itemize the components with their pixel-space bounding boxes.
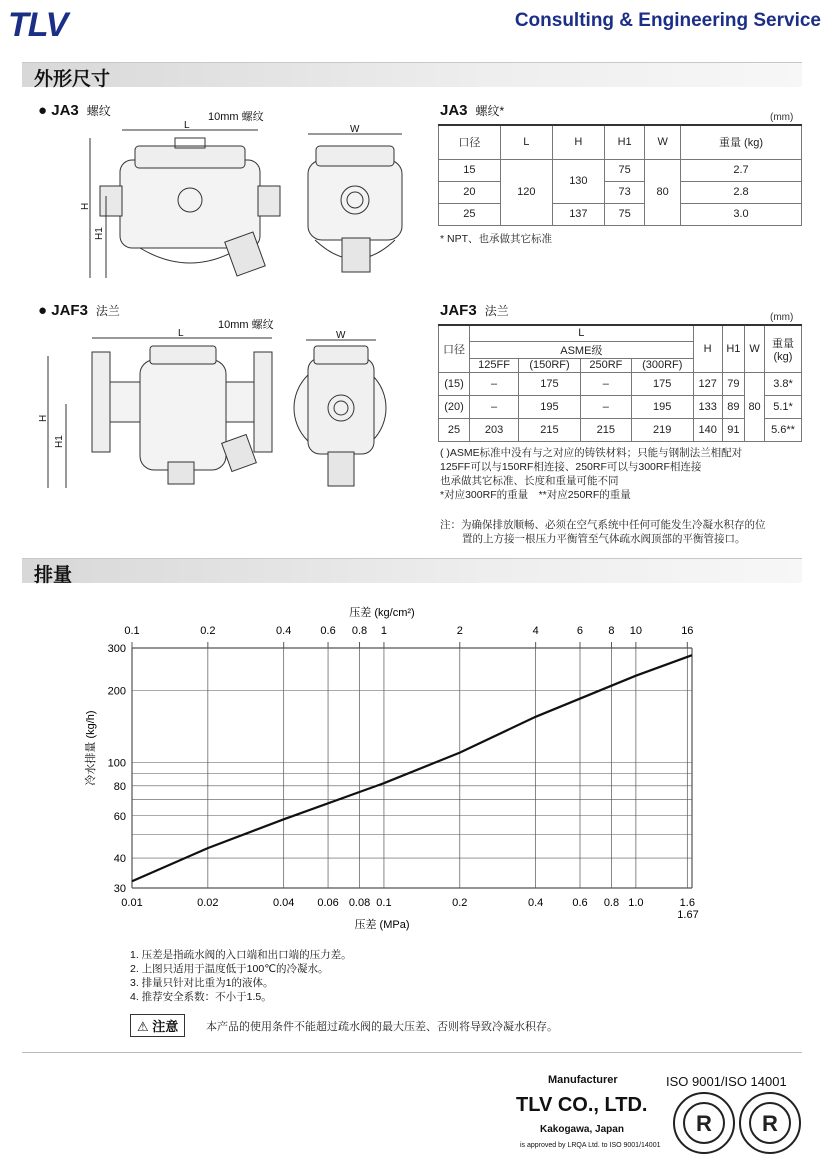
x-tick-label: 0.8 <box>603 897 620 909</box>
x2-tick-label: 6 <box>576 625 584 637</box>
jaf3-dim-H1: H1 <box>54 435 65 448</box>
warning-text: 本产品的使用条件不能超过疏水阀的最大压差、否则将导致冷凝水积存。 <box>206 1021 558 1033</box>
chart-x-label: 压差 (MPa) <box>354 919 410 931</box>
y-tick-label: 80 <box>113 780 126 793</box>
jaf3-model-label: ● JAF3 法兰 <box>38 302 120 319</box>
x-tick-label: 0.4 <box>527 897 544 909</box>
company-name: TLV CO., LTD. <box>516 1094 648 1116</box>
chart-x2-label: 压差 (kg/cm²) <box>349 607 415 619</box>
section-title-dimensions: 外形尺寸 <box>34 69 111 90</box>
x-tick-label: 0.1 <box>376 897 392 909</box>
ja3-unit: (mm) <box>770 112 794 123</box>
x2-tick-label: 8 <box>608 625 615 637</box>
y-tick-label: 30 <box>113 883 126 895</box>
jaf3-dim-H: H <box>38 414 49 422</box>
section-title-capacity: 排量 <box>34 565 73 586</box>
chart-notes: 1. 压差是指疏水阀的入口端和出口端的压力差。 2. 上图只适用于温度低于100℃的冷凝水。 3. 排量只针对比重为1的液体。 4. 推荐安全系数：不小于1.5。 <box>130 949 352 1003</box>
y-tick-label: 300 <box>107 643 126 655</box>
ja3-dim-H1: H1 <box>94 227 105 240</box>
footer-divider <box>22 1052 802 1053</box>
quality-seal-icon <box>674 1093 734 1153</box>
x-tick-label: 1.0 <box>628 897 644 909</box>
x2-tick-label: 4 <box>532 625 539 637</box>
ja3-model-label: ● JA3 螺纹 <box>38 102 111 119</box>
section-band-capacity <box>22 558 802 586</box>
approval-text: is approved by LRQA Ltd. to ISO 9001/14001 <box>520 1142 661 1149</box>
section-band-dimensions <box>22 62 802 90</box>
y-tick-label: 200 <box>107 685 126 698</box>
x-tick-label: 0.01 <box>121 897 143 909</box>
ja3-dim-W: W <box>350 124 360 135</box>
x2-tick-label: 0.6 <box>320 625 336 637</box>
manufacturer-label: Manufacturer <box>548 1074 618 1086</box>
ja3-note: * NPT、也承做其它标准 <box>440 233 553 245</box>
x-tick-label: 0.02 <box>197 897 219 909</box>
header-title: Consulting & Engineering Service <box>514 10 821 31</box>
jaf3-drawing <box>30 312 430 498</box>
jaf3-caution: 注：为确保排放顺畅、必须在空气系统中任何可能发生冷凝水积存的位 置的上方接一根压力平衡管至气体疏水阀顶部的平衡管接口。 <box>440 519 766 545</box>
warning-icon: ⚠ <box>137 1019 149 1034</box>
x2-tick-label: 16 <box>681 625 694 637</box>
warning-label-box: ⚠ 注意 <box>130 1014 185 1037</box>
ja3-spec-table: 口径 L H H1 W 重量 (kg) 15 120 130 75 80 2.7 20 73 2.8 25 137 75 3.0 <box>438 124 802 226</box>
x2-tick-label: 0.8 <box>351 625 368 637</box>
certification-seals <box>672 1090 802 1156</box>
y-tick-label: 40 <box>113 853 126 866</box>
svg-text:R: R <box>762 1111 778 1136</box>
ja3-table-title: JA3 螺纹* <box>440 102 505 119</box>
environment-seal-icon <box>740 1093 800 1153</box>
x-tick-label-extra: 1.67 <box>677 909 699 921</box>
x-tick-label: 0.04 <box>272 897 295 909</box>
y-tick-label: 60 <box>113 810 126 823</box>
chart-y-label: 冷水排量 (kg/h) <box>85 710 97 786</box>
ja3-thread-label: 10mm 螺纹 <box>208 111 264 123</box>
x2-tick-label: 10 <box>629 625 643 637</box>
ja3-drawing <box>80 108 430 288</box>
svg-text:R: R <box>696 1111 712 1136</box>
ja3-dim-H: H <box>80 202 91 210</box>
capacity-series-line <box>132 655 692 881</box>
jaf3-table-title: JAF3 法兰 <box>440 302 509 319</box>
x-tick-label: 1.6 <box>679 897 695 909</box>
y-tick-label: 100 <box>107 757 126 770</box>
x2-tick-label: 2 <box>456 625 463 637</box>
x-tick-label: 0.6 <box>572 897 588 909</box>
x-tick-label: 0.08 <box>348 897 371 909</box>
x2-tick-label: 0.2 <box>200 625 216 637</box>
jaf3-thread-label: 10mm 螺纹 <box>218 319 274 331</box>
iso-text: ISO 9001/ISO 14001 <box>666 1074 787 1089</box>
jaf3-unit: (mm) <box>770 312 794 323</box>
x2-tick-label: 0.1 <box>124 625 140 637</box>
jaf3-dim-L: L <box>178 328 184 339</box>
x2-tick-label: 0.4 <box>276 625 292 637</box>
jaf3-spec-table: 口径 L H H1 W 重量 (kg) ASME级 125FF (150RF) 250RF (300RF) (15) – 175 – 175 127 79 80 3.8* (20) – 195 – 195 133 89 5.1* 25 203 215 215 219 140 91 5.6** <box>438 324 802 442</box>
company-city: Kakogawa, Japan <box>540 1124 624 1135</box>
x-tick-label: 0.2 <box>452 897 468 909</box>
jaf3-dim-W: W <box>336 330 346 341</box>
jaf3-notes: ( )ASME标准中没有与之对应的铸铁材料；只能与钢制法兰相配对 125FF可以与150RF相连接、250RF可以与300RF相连接 也承做其它标准、长度和重量可能不同 *对应300RF的重量 **对应250RF的重量 <box>440 447 743 501</box>
tlv-logo: TLV <box>8 6 68 44</box>
capacity-chart <box>70 592 730 932</box>
x-tick-label: 0.06 <box>317 897 339 909</box>
ja3-dim-L: L <box>184 120 190 131</box>
x2-tick-label: 1 <box>380 625 388 637</box>
